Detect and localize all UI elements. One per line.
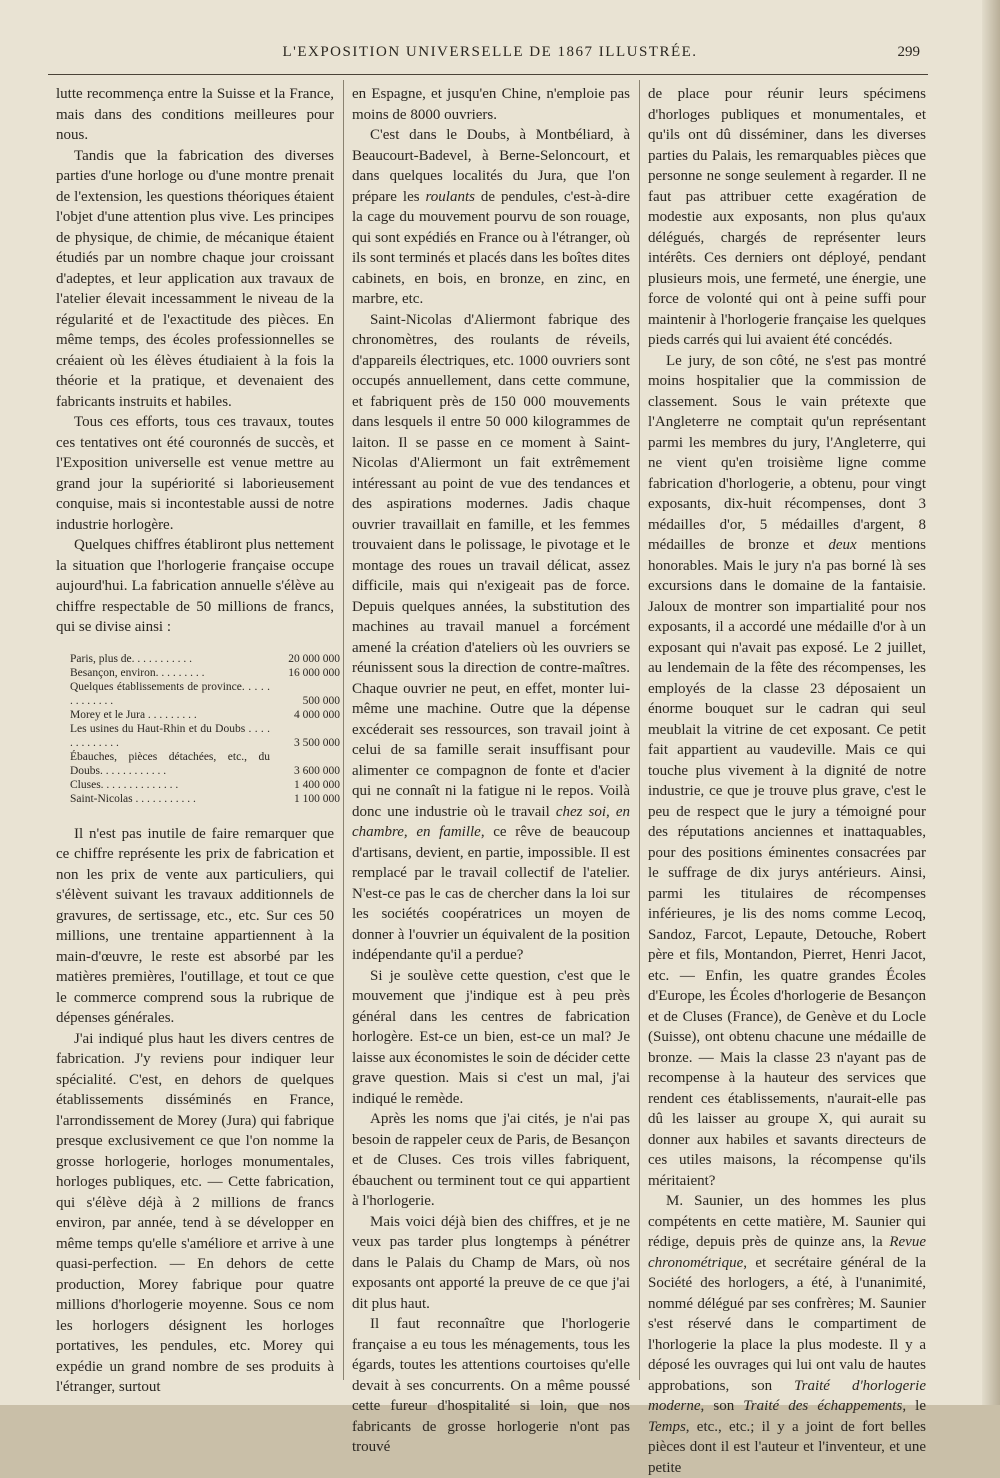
figures-label: Morey et le Jura . . . . . . . . . [70, 708, 197, 721]
figures-value: 20 000 000 [288, 652, 340, 665]
italic-term: roulants [425, 188, 475, 205]
page-number: 299 [897, 44, 920, 60]
paragraph: Si je soulève cette question, c'est que le mouvement que j'indique est à peu près général dans les centres de fabrication horlogère. Est-ce un bien, est-ce un mal? Je laisse aux économistes le soin de décider cette grave question. Mais si c'est un mal, j'ai indiqué le remède. [352, 967, 630, 1107]
paragraph [648, 1191, 926, 1478]
production-figures-body [70, 652, 340, 806]
text-run: M. Saunier, un des hommes les plus compétents en cette matière, M. Saunier qui rédige, depuis près de quinze ans, la [648, 1193, 926, 1250]
column-divider [639, 80, 640, 1380]
header-rule [48, 74, 928, 75]
figures-row [70, 722, 340, 750]
text-run: , etc., etc.; il y a joint de fort belles pièces dont il est l'auteur et l'inventeur, et une petite [648, 1418, 926, 1476]
figures-label: Quelques établissements de province. . . . . . . . . . . . . [70, 680, 270, 707]
page-header [60, 40, 920, 70]
paragraph: Tous ces efforts, tous ces travaux, toutes ces tentatives ont été couronnés de succès, et l'Exposition universelle est venue mettre au grand jour la supériorité si laborieusement conquise, mais si incontestable aussi de notre industrie horlogère. [56, 414, 334, 533]
text-run: Le jury, de son côté, ne s'est pas montré moins hospitalier que la commission de classement. Sous le vain prétexte que l'Angleterre ne comptait qu'un représentant parmi les membres du jury, l'Angleterre, qui ne vient qu'en troisième ligne comme fabrication d'horlogerie, a obtenu, pour vingt exposants, dix-huit récompenses, dont 3 médailles d'or, 5 médailles d'argent, 8 médailles de bronze et [648, 352, 926, 553]
italic-title: Traité d'horlogerie moderne [648, 1377, 926, 1414]
paragraph: lutte recommença entre la Suisse et la France, mais dans des conditions meilleures pour nous. [56, 86, 334, 143]
paragraph: en Espagne, et jusqu'en Chine, n'emploie pas moins de 8000 ouvriers. [352, 86, 630, 123]
italic-title: Revue chronométrique [648, 1234, 926, 1271]
figures-value: 500 000 [302, 694, 340, 707]
column-right [648, 84, 926, 1476]
italic-title: Temps [648, 1418, 686, 1435]
paragraph: J'ai indiqué plus haut les divers centres de fabrication. J'y reviens pour indiquer leur spécialité. C'est, en dehors de quelques établissements disséminés en France, l'arrondissement de Morey (Jura) qui fabrique presque exclusivement ce que l'on nomme la grosse horlogerie, horloges monumentales, horloges publiques, etc. — Cette fabrication, qui s'élève déjà à 2 millions de francs environ, par année, tend à se développer en même temps qu'elle s'améliore et arrive à une quasi-perfection. — En dehors de cette production, Morey fabrique pour quatre millions d'horlogerie moyenne. Sous ce nom les horlogers désignent les horloges portatives, les pendules, etc. Morey qui expédie un grand nombre de ses produits à l'étranger, surtout [56, 1030, 334, 1395]
text-run: Saint-Nicolas d'Aliermont fabrique des chronomètres, des roulants de réveils, d'appareils électriques, etc. 1000 ouvriers sont occupés annuellement, dans cette commune, et fabriquent près de 150 000 mouvements dans lesquels il entre 50 000 kilogrammes de laiton. Il se passe en ce moment à Saint-Nicolas d'Aliermont un fait extrêmement intéressant au point de vue des tendances et des aspirations modernes. Jadis chaque ouvrier travaillait en famille, et les femmes trouvaient dans le polissage, le pivotage et le montage des roues un travail délicat, assez difficile, mais qui n'exigeait pas de force. Depuis quelques années, la substitution des machines au travail manuel a forcément amené la création d'ateliers où les ouvriers se réunissent sous la direction de contre-maîtres. Chaque ouvrier ne peut, en effet, monter lui-même une machine. Outre que la dépense excéderait ses ressources, son travail joint à celui de sa famille serait insuffisant pour alimenter ce compagnon de fonte et d'acier qui ne connaît ni la fatigue ni le repos. Voilà donc une industrie où le travail [352, 311, 630, 820]
text-run: C'est dans le Doubs, à Montbéliard, à Beaucourt-Badevel, à Berne-Seloncourt, et dans quelques localités du Jura, que l'on prépare les [352, 127, 630, 205]
figures-value: 4 000 000 [294, 708, 340, 721]
figures-label: Saint-Nicolas . . . . . . . . . . . [70, 792, 196, 805]
figures-row [70, 708, 340, 722]
text-run: , son [700, 1398, 744, 1414]
paragraph: Quelques chiffres établiront plus nettement la situation que l'horlogerie française occupe aujourd'hui. La fabrication annuelle s'élève au chiffre respectable de 50 millions de francs, qui se divise ainsi : [56, 537, 334, 635]
text-run: , le [902, 1398, 926, 1414]
paragraph [648, 351, 926, 1192]
figures-row [70, 750, 340, 778]
figures-value: 1 400 000 [294, 778, 340, 791]
figures-value: 1 100 000 [294, 792, 340, 805]
column-left [56, 84, 340, 1395]
text-run: mentions honorables. Mais le jury n'a pas borné là ses excursions dans le domaine de la fantaisie. Jaloux de montrer son impartialité pour nos exposants, il a accordé une médaille d'or à un exposant qui n'avait pas exposé. Le 2 juillet, au lendemain de la fête des récompenses, les employés de la classe 23 déposaient un énorme bouquet sur le cadran qui seul meublait la vitrine de cet exposant. Ce petit fait appartient au vaudeville. Mais ce qui touche plus vivement à la dignité de notre industrie, ce que je trouve plus grave, c'est le peu de respect que le jury a témoigné pour des réputations anciennes et inattaquables, pour des positions éminentes consacrées par le suffrage de dix jurys antérieurs. Ainsi, parmi les titulaires de récompenses inférieures, je lis des noms comme Lecoq, Sandoz, Farcot, Lepaute, Detouche, Robert père et fils, Montandon, Pierret, Henri Jacot, etc. — Enfin, les quatre grandes Écoles d'Europe, les Écoles d'horlogerie de Besançon et de Cluses (France), de Genève et du Locle (Suisse), ont obtenu chacune une médaille de bronze. — Mais la classe 23 n'ayant pas de recompense à la hauteur des services que rendent ces établissements, n'aurait-elle pas dû les laisser au groupe X, qui aurait su donner aux habiles et savants directeurs de ces utiles maisons, la récompense qu'ils méritaient? [648, 537, 926, 1189]
figures-label: Les usines du Haut-Rhin et du Doubs . . . . . . . . . . . . . [70, 722, 270, 749]
italic-term: chez soi, en chambre, en famille [352, 803, 630, 840]
figures-label: Cluses. . . . . . . . . . . . . . [70, 778, 179, 791]
text-run: de pendules, c'est-à-dire la cage du mouvement pourvu de son rouage, qui sont expédiés en France ou à l'étranger, où ils sont terminés et placés dans les boîtes dites cabinets, en bois, en bronze, en zinc, en marbre, etc. [352, 188, 630, 307]
paragraph: Il n'est pas inutile de faire remarquer que ce chiffre représente les prix de fabrication et non les prix de vente aux particuliers, qui s'élèvent suivant les travaux additionnels de gravures, de sertissage, etc., etc. Sur ces 50 millions, une trentaine appartiennent à la main-d'œuvre, le reste est absorbé par les matières premières, l'outillage, et tout ce que le commerce comprend sous la rubrique de dépenses générales. [56, 825, 334, 1026]
paragraph: Il faut reconnaître que l'horlogerie française a eu tous les ménagements, tous les égards, toutes les attentions courtoises qu'elle devait à ses concurrents. On a même poussé cette fureur d'hospitalité si loin, que nos fabricants de grosse horlogerie n'ont pas trouvé [352, 1316, 630, 1455]
paragraph [352, 310, 630, 966]
figures-value: 16 000 000 [288, 666, 340, 679]
italic-title: Traité des échappements [743, 1398, 903, 1414]
paragraph: de place pour réunir leurs spécimens d'horloges publiques et monumentales, et qu'ils ont dû disséminer, dans les diverses parties du Palais, les remarquables pièces que personne ne songe seulement à regarder. Il ne faut pas attribuer cette exagération de modestie aux exposants, non plus qu'aux délégués, chargés de représenter leurs intérêts. Ces derniers ont déployé, pendant plusieurs mois, une fermeté, une énergie, une force de volonté qui ont à peine suffi pour maintenir à l'horlogerie française les quelques pieds carrés qui lui avaient été concédés. [648, 86, 926, 348]
figures-row [70, 778, 340, 792]
figures-value: 3 600 000 [294, 764, 340, 777]
italic-term: deux [828, 537, 857, 553]
text-run: , et secrétaire général de la Société des horlogers, a été, à l'unanimité, nommé délégué par ses confrères; M. Saunier s'est réservé dans le compartiment de l'horlogerie la place la plus modeste. Il y a déposé les ouvrages qui lui ont valu de hautes approbations, son [648, 1254, 926, 1394]
figures-row [70, 792, 340, 806]
text-run: , ce rêve de beaucoup d'artisans, devient, en partie, impossible. Il est remplacé par le travail collectif de l'atelier. N'est-ce pas le cas de chercher dans la loi sur les sociétés coopératrices un moyen de donner à l'ouvrier un équivalent de la position indépendante qu'il a perdue? [352, 824, 630, 963]
paragraph [352, 125, 630, 310]
figures-value: 3 500 000 [294, 736, 340, 749]
production-figures-table [70, 652, 340, 806]
page-edge-shadow [982, 0, 1000, 1405]
paragraph: Tandis que la fabrication des diverses parties d'une horloge ou d'une montre prenait de l'extension, les questions théoriques étaient l'objet d'une attention plus vive. Les principes de physique, de chimie, de mécanique étaient étudiés par un nombre chaque jour croissant d'adeptes, et leur application aux travaux de l'atelier élevait incessamment le niveau de la régularité et de l'exactitude des pièces. En même temps, des écoles professionnelles se créaient où les élèves étudiaient à la fois la théorie et la pratique, et devenaient des fabricants instruits et habiles. [56, 147, 334, 410]
paragraph: Mais voici déjà bien des chiffres, et je ne veux pas tarder plus longtemps à pénétrer dans le Palais du Champ de Mars, où nos exposants ont apporté la preuve de ce que j'ai dit plus haut. [352, 1213, 630, 1312]
paragraph: Après les noms que j'ai cités, je n'ai pas besoin de rappeler ceux de Paris, de Besançon et de Cluses. Ces trois villes fabriquent, ébauchent ou terminent tout ce qui appartient à l'horlogerie. [352, 1111, 630, 1209]
running-title: L'EXPOSITION UNIVERSELLE DE 1867 ILLUSTRÉE. [282, 44, 698, 60]
figures-label: Ébauches, pièces détachées, etc., du Doubs. . . . . . . . . . . . [70, 750, 270, 777]
figures-row [70, 652, 340, 666]
figures-row [70, 666, 340, 680]
figures-row [70, 680, 340, 708]
column-divider [343, 80, 344, 1380]
figures-label: Paris, plus de. . . . . . . . . . . [70, 652, 193, 665]
figures-label: Besançon, environ. . . . . . . . . [70, 666, 205, 679]
column-middle [352, 84, 630, 1455]
